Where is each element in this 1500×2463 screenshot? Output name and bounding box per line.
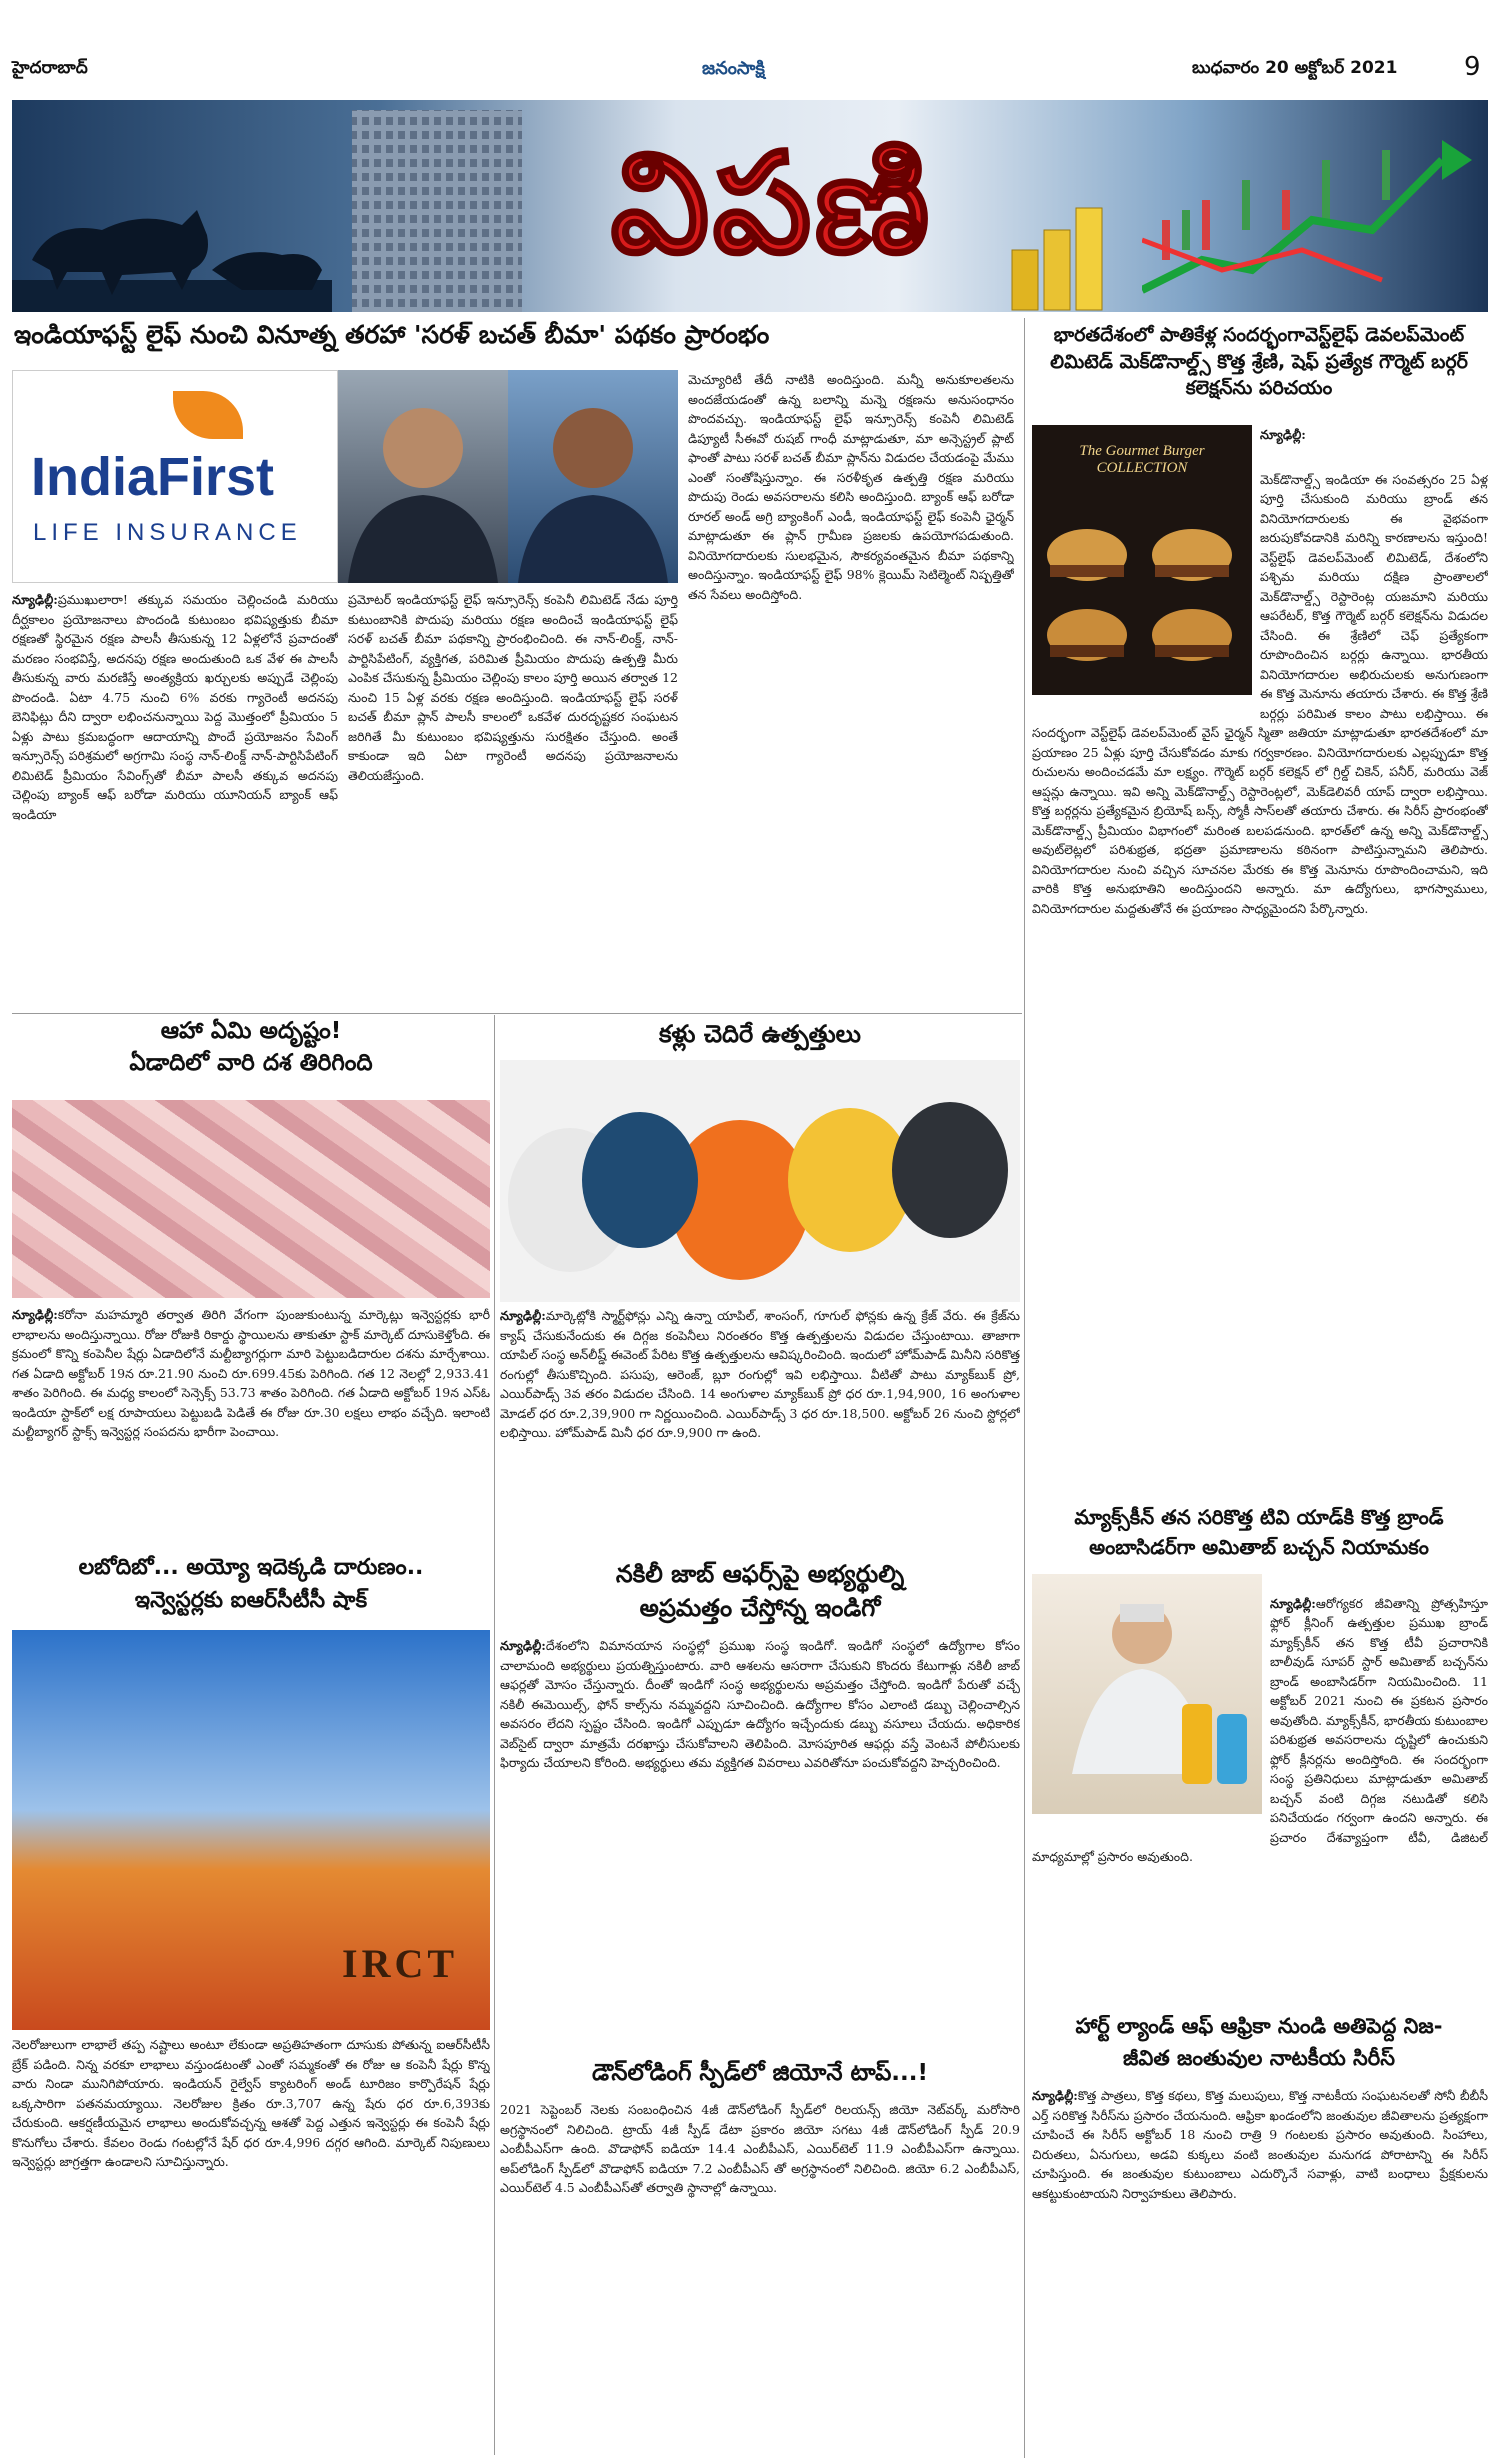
section-banner [12, 100, 1488, 312]
logo-subtext: LIFE INSURANCE [33, 519, 302, 546]
mcdonalds-body-intro: న్యూఢిల్లీ: [1260, 427, 1306, 442]
column-divider [494, 1015, 495, 2455]
row-divider [12, 1013, 1022, 1014]
indiafirst-col1: న్యూఢిల్లీ:ప్రముఖులారా! తక్కువ సమయం చెల్లించండి మరియు దీర్ఘకాలం ప్రయోజనాలు పొందండి కుటుంబం భవిష్యత్తుకు బీమా రక్షణతో స్థిరమైన రక్షణ పాలసీ తీసుకున్న 12 ఏళ్లలోనే ప్రవాదంతో మరణం సంభవిస్తే, అదనపు రక్షణ అందుతుంది ఒక వేళ ఈ పాలసీ తీసుకున్న వారు మరణిస్తే అంత్యక్రియ ఖర్చులకు అప్పుడే చెల్లింపు పొందండి. ఏటా 4.75 నుంచి 6% వరకు గ్యారెంటీ అదనపు బెనిఫిట్లు దీని ద్వారా లభించనున్నాయి పెద్ద మొత్తంలో ప్రీమియం 5 ఏళ్లు పాటు క్రమబద్ధంగా ఆదాయాన్ని పొందే ప్రయోజనం సేవింగ్ ఇన్సూరెన్స్ పరిశ్రమలో అగ్రగామి సంస్థ నాన్-లింక్డ్ నాన్-పార్టిసిపేటింగ్ లిమిటెడ్ ప్రీమియం సేవింగ్స్‌తో బీమా పాలసీ తక్కువ అదనపు చెల్లింపు బ్యాంక్ ఆఫ్ బరోడా మరియు యూనియన్ బ్యాంక్ ఆఫ్ ఇండియా [12, 592, 338, 822]
executive-photo-1 [338, 370, 508, 583]
heartland-headline-2: జీవిత జంతువుల నాటకీయ సిరీస్ [1123, 2046, 1395, 2070]
indiafirst-col3: మెచ్యూరిటీ తేదీ నాటికి అందిస్తుంది. మన్నీ అనుకూలతలను అందజేయడంతో ఉన్న బలాన్ని మన్నె రక్షణను అనుసంధానం పొందవచ్చు. ఇండియాఫస్ట్ లైఫ్ ఇన్సూరెన్స్ కంపెనీ లిమిటెడ్ డిప్యూటీ సీఈవో రుషబ్ గాంధీ మాట్లాడుతూ, మా అన్సెస్ట్రల్ ప్లాట్ ఫాంతో పాటు సరళ్ బచత్ బీమా ప్లాన్‌ను విడుదల చేయడంపై మేము ఎంతో సంతోషిస్తున్నాం. ఈ సరళీకృత ఉత్పత్తి రక్షణ మరియు పొదుపు రెండు అవసరాలను కలిసి అందిస్తుంది. బ్యాంక్ ఆఫ్ బరోడా రూరల్ అండ్ అగ్రి బ్యాంకింగ్ ఎండీ, ఇండియాఫస్ట్ లైఫ్ కంపెనీ ఛైర్మన్ మాట్లాడుతూ ఈ ప్లాన్ గ్రామీణ ప్రజలకు ఉపయోగపడుతుంది. వినియోగదారులకు సులభమైన, సౌకర్యవంతమైన బీమా పథకాన్ని అందిస్తున్నాం. ఇండియాఫస్ట్ లైఫ్ 98% క్లెయిమ్ సెటిల్మెంట్ నిష్పత్తితో తన సేవలు అందిస్తోంది. [688, 372, 1014, 602]
person-icon [338, 370, 508, 583]
luck-headline-1: ఆహా ఏమి అదృష్టం! [160, 1018, 342, 1044]
gold-coins-icon [1002, 190, 1112, 312]
luck-body: న్యూఢిల్లీ:కరోనా మహమ్మారి తర్వాత తిరిగి వేగంగా పుంజుకుంటున్న మార్కెట్లు ఇన్వెస్టర్లకు భారీ లాభాలను అందిస్తున్నాయి. రోజు రోజుకి రికార్డు స్థాయిలను తాకుతూ స్టాక్ మార్కెట్ దూసుకెళ్తోంది. ఈ క్రమంలో కొన్ని కంపెనీల షేర్లు ఏడాదిలోనే మల్టీబ్యాగర్లుగా మారి పెట్టుబడిదారుల దశను మార్చేశాయి. గత ఏడాది అక్టోబర్ 19న రూ.21.90 నుంచి రూ.699.45కు పెరిగింది. గత 12 నెలల్లో 2,933.41 శాతం పెరిగింది. ఈ మధ్య కాలంలో సెన్సెక్స్ 53.73 శాతం పెరిగింది. గత ఏడాది అక్టోబర్ 19న ఎస్ఓ ఇండియా స్టాక్‌లో లక్ష రూపాయలు పెట్టుబడి పెడితే ఈ రోజు రూ.30 లక్షలు లాభం వచ్చేది. ఇలాంటి మల్టీబ్యాగర్ స్టాక్స్ ఇన్వెస్టర్ల సంపదను భారీగా పెంచాయి. [12, 1307, 490, 1439]
masthead-bar [12, 52, 1488, 88]
homepod-mini-photo [500, 1060, 1020, 1302]
image-spacer [1032, 1594, 1270, 1836]
products-headline: కళ్లు చెదిరే ఉత్పత్తులు [659, 1020, 861, 1048]
logo-swoosh-icon [173, 391, 243, 439]
currency-notes-photo [12, 1100, 490, 1298]
paper-name: జనంసాక్షి [702, 58, 765, 79]
masthead-date: బుధవారం 20 అక్టోబర్ 2021 [1192, 58, 1398, 78]
mcdonalds-body: మెక్‌డొనాల్డ్స్ ఇండియా ఈ సంవత్సరం 25 ఏళ్ల పూర్తి చేసుకుంది మరియు బ్రాండ్ తన వినియోగదారులకు ఈ వైభవంగా జరుపుకోవడానికి మరిన్ని కారణాలను ఇస్తుంది! వెస్ట్‌లైఫ్ డెవలప్‌మెంట్ లిమిటెడ్, దేశంలోని పశ్చిమ మరియు దక్షిణ ప్రాంతాలలో మెక్‌డొనాల్డ్స్ రెస్టారెంట్ల యజమాని మరియు ఆపరేటర్, కొత్త గౌర్మెట్ బర్గర్ కలెక్షన్‌ను విడుదల చేసింది. ఈ శ్రేణిలో చెఫ్ ప్రత్యేకంగా రూపొందించిన బర్గర్లు ఉన్నాయి. భారతీయ వినియోగదారుల అభిరుచులకు అనుగుణంగా ఈ కొత్త మెనూను తయారు చేశారు. ఈ కొత్త శ్రేణి బర్గర్లు పరిమిత కాలం పాటు లభిస్తాయి. ఈ సందర్భంగా వెస్ట్‌లైఫ్ డెవలప్‌మెంట్ వైస్ ఛైర్మన్ స్మితా జతియా మాట్లాడుతూ భారతదేశంలో మా ప్రయాణం 25 ఏళ్లు పూర్తి చేసుకోవడం మాకు గర్వకారణం. వినియోగదారులకు ఎల్లప్పుడూ కొత్త రుచులను అందించడమే మా లక్ష్యం. గౌర్మెట్ బర్గర్ కలెక్షన్ లో గ్రిల్డ్ చికెన్, పనీర్, మరియు వెజ్ ఆప్షన్లు ఉన్నాయి. ఇవి అన్ని మెక్‌డొనాల్డ్స్ రెస్టారెంట్లలో, మెక్‌డెలివరీ యాప్ ద్వారా లభిస్తాయి. కొత్త బర్గర్లను ప్రత్యేకమైన బ్రియోష్ బన్స్, స్మోకీ సాస్‌లతో తయారు చేశారు. ఈ సిరీస్ ప్రారంభంతో మెక్‌డొనాల్డ్స్ ప్రీమియం విభాగంలో మరింత బలపడనుంది. భారత్‌లో ఉన్న అన్ని మెక్‌డొనాల్డ్స్ అవుట్‌లెట్లలో పరిశుభ్రత, భద్రతా ప్రమాణాలను కఠినంగా పాటిస్తున్నామని తెలిపారు. వినియోగదారుల నుంచి వచ్చిన సూచనల మేరకు ఈ కొత్త మెనూను రూపొందించామని, ఇది వారికి కొత్త అనుభూతిని అందిస్తుందని అన్నారు. మా ఉద్యోగులు, భాగస్వాములు, వినియోగదారుల మద్దతుతోనే ఈ ప్రయాణం సాధ్యమైందని పేర్కొన్నారు. [1032, 471, 1488, 916]
luck-headline-2: ఏడాదిలో వారి దశ తిరిగింది [129, 1050, 373, 1076]
jio-headline: డౌన్‌లోడింగ్ స్పీడ్‌లో జియోనే టాప్...! [591, 2060, 929, 2086]
section-title: విపణి [610, 121, 934, 284]
image-spacer [1032, 470, 1260, 718]
masthead-city: హైదరాబాద్ [12, 58, 88, 78]
fakejobs-headline-1: నకిలీ జాబ్ ఆఫర్స్‌పై అభ్యర్థుల్ని [615, 1560, 905, 1588]
maxkeen-headline-1: మ్యాక్స్‌కీన్ తన సరికొత్త టివి యాడ్‌కి కొత్త బ్రాండ్ [1074, 1505, 1444, 1529]
indiafirst-logo [12, 370, 338, 583]
irctc-body: నెలరోజులుగా లాభాలే తప్ప నష్టాలు అంటూ లేకుండా అప్రతిహతంగా దూసుకు పోతున్న ఐఆర్‌సీటీసీ బ్రేక్ పడింది. నిన్న వరకూ లాభాలు వస్తుండటంతో ఎంతో సమ్మకంతో ఈ రోజు ఆ కంపెనీ షేర్లు కొన్న వారు నిండా మునిగిపోయారు. ఇండియన్ రైల్వేస్ క్యాటరింగ్ అండ్ టూరిజం కార్పొరేషన్ షేర్లు ఒక్కసారిగా పతనమయ్యాయి. నెలరోజుల క్రితం రూ.3,707 ఉన్న షేరు ధర రూ.6,393కు చేరుకుంది. ఆకర్షణీయమైన లాభాలు అందుకోవచ్చన్న ఆశతో పెద్ద ఎత్తున ఇన్వెస్టర్లు ఈ కంపెనీ షేర్లు కొనుగోలు చేశారు. కేవలం రెండు గంటల్లోనే షేర్ ధర రూ.4,996 దగ్గర ఆగింది. మార్కెట్ నిపుణులు ఇన్వెస్టర్లు జాగ్రత్తగా ఉండాలని సూచిస్తున్నారు. [12, 2037, 490, 2169]
heartland-headline-1: హార్ట్ ల్యాండ్ ఆఫ్ ఆఫ్రికా నుండి అతిపెద్ద నిజ- [1075, 2014, 1443, 2038]
indiafirst-headline: ఇండియాఫస్ట్ లైఫ్ నుంచి వినూత్న తరహా 'సరళ్ బచత్ బీమా' పథకం ప్రారంభం [14, 320, 770, 349]
speaker-icon [500, 1060, 1020, 1302]
person-icon [508, 370, 678, 583]
column-divider [1024, 318, 1025, 2458]
maxkeen-body: న్యూఢిల్లీ:ఆరోగ్యకర జీవితాన్ని ప్రోత్సహిస్తూ ఫ్లోర్ క్లీనింగ్ ఉత్పత్తుల ప్రముఖ బ్రాండ్ మ్యాక్స్‌కీన్ తన కొత్త టీవీ ప్రచారానికి బాలీవుడ్ సూపర్ స్టార్ అమితాబ్ బచ్చన్‌ను బ్రాండ్ అంబాసిడర్‌గా నియమించింది. 11 అక్టోబర్ 2021 నుంచి ఈ ప్రకటన ప్రసారం అవుతోంది. మ్యాక్స్‌కీన్, భారతీయ కుటుంబాల పరిశుభ్రత అవసరాలను దృష్టిలో ఉంచుకుని ఫ్లోర్ క్లీనర్లను అందిస్తోంది. ఈ సందర్భంగా సంస్థ ప్రతినిధులు మాట్లాడుతూ అమితాబ్ బచ్చన్ వంటి దిగ్గజ నటుడితో కలిసి పనిచేయడం గర్వంగా ఉందని అన్నారు. ఈ ప్రచారం దేశవ్యాప్తంగా టీవీ, డిజిటల్ మాధ్యమాల్లో ప్రసారం అవుతుంది. [1032, 1595, 1488, 1864]
products-body: న్యూఢిల్లీ:మార్కెట్లోకి స్మార్ట్‌ఫోన్లు ఎన్ని ఉన్నా యాపిల్, శాంసంగ్, గూగుల్ ఫోన్లకు ఉన్న క్రేజ్ వేరు. ఈ క్రేజ్‌ను క్యాష్ చేసుకునేందుకు ఈ దిగ్గజ కంపెనీలు నిరంతరం కొత్త ఉత్పత్తులను విడుదల చేస్తుంటాయి. తాజాగా యాపిల్ సంస్థ అన్‌లీష్డ్ ఈవెంట్ పేరిట కొత్త ఉత్పత్తులను ఆవిష్కరించింది. ఇందులో హోమ్‌పాడ్ మినీని సరికొత్త రంగుల్లో తీసుకొచ్చింది. పసుపు, ఆరెంజ్, బ్లూ రంగుల్లో ఇవి లభిస్తాయి. వీటితో పాటు మ్యాక్‌బుక్ ప్రో, ఎయిర్‌పాడ్స్ 3వ తరం విడుదల చేసింది. 14 అంగుళాల మ్యాక్‌బుక్ ప్రో ధర రూ.1,94,900, 16 అంగుళాల మోడల్ ధర రూ.2,39,900 గా నిర్ణయించింది. ఎయిర్‌పాడ్స్ 3 ధర రూ.18,500. అక్టోబర్ 26 నుంచి స్టోర్లలో లభిస్తాయి. హోమ్‌పాడ్ మినీ ధర రూ.9,900 గా ఉంది. [500, 1308, 1020, 1440]
mcdonalds-headline: భారతదేశంలో పాతికేళ్ల సందర్భంగావెస్ట్‌లైఫ్ డెవలప్‌మెంట్ లిమిటెడ్ మెక్‌డొనాల్డ్స్ కొత్త శ్రేణి, షెఫ్ ప్రత్యేక గౌర్మెట్ బర్గర్ కలెక్షన్‌ను పరిచయం [1050, 324, 1468, 400]
fakejobs-body: న్యూఢిల్లీ:దేశంలోని విమానయాన సంస్థల్లో ప్రముఖ సంస్థ ఇండిగో. ఇండిగో సంస్థలో ఉద్యోగాల కోసం చాలామంది అభ్యర్థులు ప్రయత్నిస్తుంటారు. వారి ఆశలను ఆసరాగా చేసుకుని కొందరు కేటుగాళ్లు నకిలీ జాబ్ ఆఫర్లతో మోసం చేస్తున్నారు. దీంతో ఇండిగో సంస్థ అభ్యర్థులను అప్రమత్తం చేస్తోంది. ఇండిగో పేరుతో వచ్చే నకిలీ ఈమెయిల్స్, ఫోన్ కాల్స్‌ను నమ్మవద్దని సూచించింది. ఉద్యోగాల కోసం ఎలాంటి డబ్బు చెల్లించాల్సిన అవసరం లేదని స్పష్టం చేసింది. ఇండిగో ఎప్పుడూ ఉద్యోగం ఇచ్చేందుకు డబ్బు వసూలు చేయదు. అధికారిక వెబ్‌సైట్ ద్వారా మాత్రమే దరఖాస్తు చేసుకోవాలని తెలిపింది. మోసపూరిత ఆఫర్లు వస్తే వెంటనే పోలీసులకు ఫిర్యాదు చేయాలని కోరింది. అభ్యర్థులు తమ వ్యక్తిగత వివరాలు ఎవరితోనూ పంచుకోవద్దని హెచ్చరించింది. [500, 1638, 1020, 1770]
irctc-headline-1: లబోదిబో... అయ్యో ఇదెక్కడి దారుణం.. [78, 1555, 424, 1580]
bull-bear-icon [12, 140, 332, 312]
page-number: 9 [1464, 52, 1481, 82]
irctc-headline-2: ఇన్వెస్టర్లకు ఐఆర్‌సీటీసీ షాక్ [134, 1588, 368, 1613]
executive-photo-2 [508, 370, 678, 583]
irctc-building-photo [12, 1630, 490, 2030]
indiafirst-col2: ప్రమోటర్ ఇండియాఫస్ట్ లైఫ్ ఇన్సూరెన్స్ కంపెనీ లిమిటెడ్ నేడు పూర్తి కుటుంబానికి పొదుపు మరియు రక్షణ అందించే ఇండియాఫస్ట్ లైఫ్ సరళ్ బచత్ బీమా పథకాన్ని ప్రారంభించింది. ఈ నాన్-లింక్డ్, నాన్-పార్టిసిపేటింగ్, వ్యక్తిగత, పరిమిత ప్రీమియం పొదుపు ఉత్పత్తి మీరు ఎంపిక చేసుకున్న ప్రీమియం చెల్లింపు కాలం పూర్తి అయిన తర్వాత 12 నుంచి 15 ఏళ్ల వరకు రక్షణ అందిస్తుంది. ఇండియాఫస్ట్ లైఫ్ సరళ్ బచత్ బీమా ప్లాన్ పాలసీ కాలంలో ఒకవేళ దురదృష్టకర సంఘటన జరిగితే మీ కుటుంబం భవిష్యత్తును సురక్షితం చేస్తుంది. అంతే కాకుండా ఇది ఏటా గ్యారెంటీ అదనపు ప్రయోజనాలను తెలియజేస్తుంది. [348, 592, 678, 783]
burger-box-title: The Gourmet Burger COLLECTION [1079, 443, 1205, 476]
fakejobs-headline-2: అప్రమత్తం చేస్తోన్న ఇండిగో [639, 1594, 881, 1622]
irctc-sign-text: IRCT [342, 1941, 459, 1986]
logo-text: IndiaFirst [31, 447, 275, 507]
trend-chart-icon [1142, 120, 1488, 310]
maxkeen-headline-2: అంబాసిడర్‌గా అమితాబ్ బచ్చన్ నియామకం [1089, 1535, 1429, 1559]
jio-body: 2021 సెప్టెంబర్ నెలకు సంబంధించిన 4జీ డౌన్‌లోడింగ్ స్పీడ్‌లో రిలయన్స్ జియో నెట్‌వర్క్ మరోసారి అగ్రస్థానంలో నిలిచింది. ట్రాయ్ 4జీ స్పీడ్ డేటా ప్రకారం జియో సగటు 4జీ డౌన్‌లోడింగ్ స్పీడ్ 20.9 ఎంబీపీఎస్‌గా ఉంది. వొడాఫోన్ ఐడియా 14.4 ఎంబీపీఎస్, ఎయిర్‌టెల్ 11.9 ఎంబీపీఎస్‌గా ఉన్నాయి. అప్‌లోడింగ్ స్పీడ్‌లో వొడాఫోన్ ఐడియా 7.2 ఎంబీపీఎస్ తో అగ్రస్థానంలో నిలిచింది. జియో 6.2 ఎంబీపీఎస్, ఎయిర్‌టెల్ 4.5 ఎంబీపీఎస్‌తో తర్వాతి స్థానాల్లో ఉన్నాయి. [500, 2102, 1020, 2195]
heartland-body: న్యూఢిల్లీ:కొత్త పాత్రలు, కొత్త కథలు, కొత్త మలుపులు, కొత్త నాటకీయ సంఘటనలతో సోనీ బీబీసీ ఎర్త్ సరికొత్త సిరీస్‌ను ప్రసారం చేయనుంది. ఆఫ్రికా ఖండంలోని జంతువుల జీవితాలను ప్రత్యక్షంగా చూపించే ఈ సిరీస్ అక్టోబర్ 18 నుంచి రాత్రి 9 గంటలకు ప్రసారం అవుతుంది. సింహాలు, చిరుతలు, ఏనుగులు, అడవి కుక్కలు వంటి జంతువుల మనుగడ పోరాటాన్ని ఈ సిరీస్ చూపిస్తుంది. ఈ జంతువుల కుటుంబాలు ఎదుర్కొనే సవాళ్లు, వాటి బంధాలు ప్రేక్షకులను ఆకట్టుకుంటాయని నిర్వాహకులు తెలిపారు. [1032, 2088, 1488, 2201]
